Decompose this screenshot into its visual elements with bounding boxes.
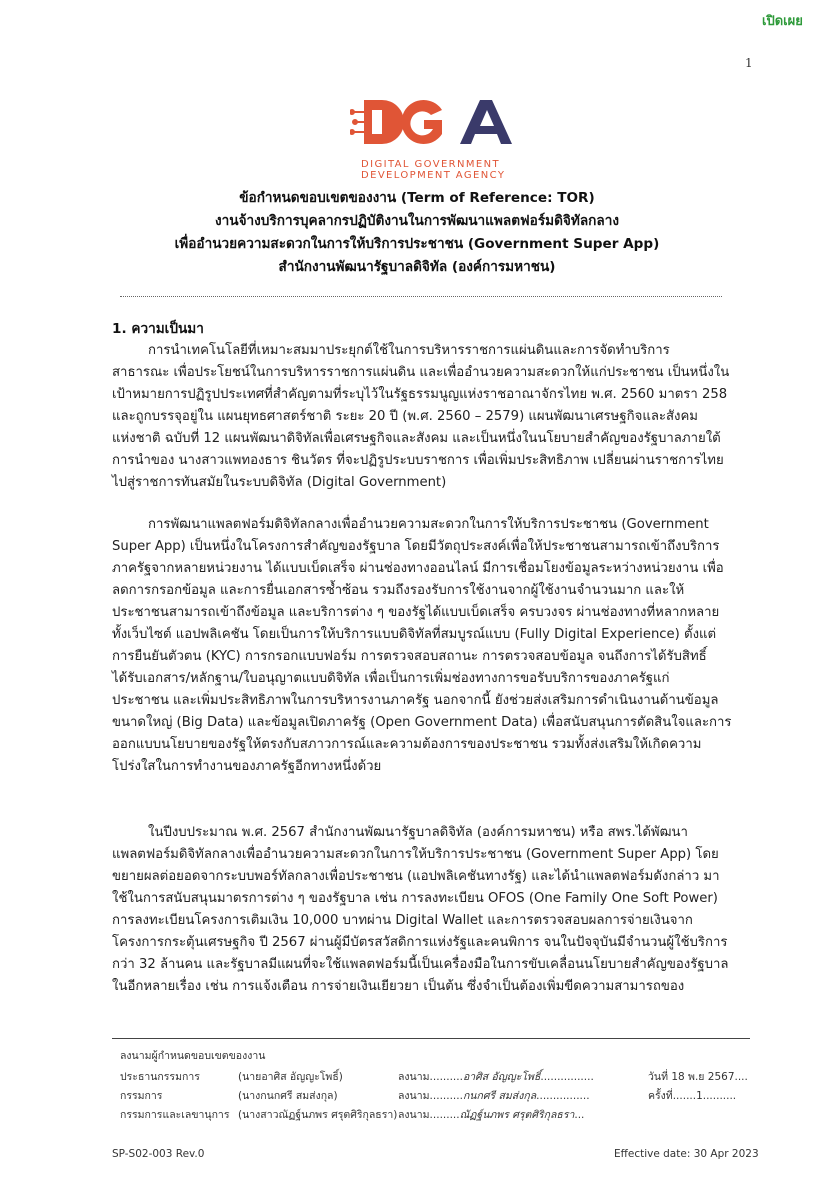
paragraph-line: การพัฒนาแพลตฟอร์มดิจิทัลกลางเพื่ออำนวยความสะดวกในการให้บริการประชาชน (Government	[148, 517, 709, 532]
logo-text	[361, 159, 505, 181]
signature-line: ลงนาม..........กนกศรี สมส่งกุล................	[398, 1090, 590, 1102]
paragraph-line: ในอีกหลายเรื่อง เช่น การแจ้งเตือน การจ่ายเงินเยียวยา เป็นต้น ซึ่งจำเป็นต้องเพิ่มขีดความสามารถของ	[112, 979, 685, 994]
logo-line-1: DIGITAL GOVERNMENT	[361, 159, 501, 170]
effective-date: Effective date: 30 Apr 2023	[614, 1148, 759, 1160]
paragraph-line: การยืนยันตัวตน (KYC) การกรอกแบบฟอร์ม การตรวจสอบสถานะ การตรวจสอบข้อมูล จนถึงการได้รับสิทธิ์	[112, 649, 707, 664]
paragraph-1	[112, 340, 754, 494]
paragraph-line: และถูกบรรจุอยู่ใน แผนยุทธศาสตร์ชาติ ระยะ 20 ปี (พ.ศ. 2560 – 2579) แผนพัฒนาเศรษฐกิจและสังคม	[112, 409, 698, 424]
footer-divider	[112, 1038, 750, 1039]
logo-line-2: DEVELOPMENT AGENCY	[361, 170, 506, 181]
paragraph-line: แพลตฟอร์มดิจิทัลกลางเพื่ออำนวยความสะดวกในการให้บริการประชาชน (Government Super App) โดย	[112, 847, 719, 862]
paragraph-line: แห่งชาติ ฉบับที่ 12 แผนพัฒนาดิจิทัลเพื่อเศรษฐกิจและสังคม และเป็นหนึ่งในนโยบายสำคัญของรัฐบาลภายใต้	[112, 431, 721, 446]
paragraph-line: ประชาชนสามารถเข้าถึงข้อมูล และบริการต่าง ๆ ของรัฐได้แบบเบ็ดเสร็จ ครบวงจร ผ่านช่องทางที่หลากหลาย	[112, 605, 720, 620]
signature-name: กนกศรี สมส่งกุล	[462, 1090, 537, 1102]
sign-date: วันที่ 18 พ.ย 2567....	[648, 1071, 748, 1083]
signer-role: กรรมการ	[120, 1090, 163, 1102]
paragraph-line: ขนาดใหญ่ (Big Data) และข้อมูลเปิดภาครัฐ (Open Government Data) เพื่อสนับสนุนการตัดสินใจและการ	[112, 715, 732, 730]
paragraph-line: การนำของ นางสาวแพทองธาร ชินวัตร ที่จะปฏิรูประบบราชการ เพื่อเพิ่มประสิทธิภาพ เปลี่ยนผ่านราชการไทย	[112, 453, 724, 468]
paragraph-2	[112, 514, 754, 778]
paragraph-line: ในปีงบประมาณ พ.ศ. 2567 สำนักงานพัฒนารัฐบาลดิจิทัล (องค์การมหาชน) หรือ สพร.ได้พัฒนา	[148, 825, 688, 840]
title-line: ข้อกำหนดขอบเขตของงาน (Term of Reference: TOR)	[239, 190, 595, 206]
meeting-number: ครั้งที่.......1..........	[648, 1090, 737, 1102]
signer-role: ประธานกรรมการ	[120, 1071, 200, 1083]
signature-name: อาศิส อัญญะโพธิ์	[462, 1071, 541, 1083]
paragraph-line: ภาครัฐจากหลายหน่วยงาน ได้แบบเบ็ดเสร็จ ผ่านช่องทางออนไลน์ มีการเชื่อมโยงข้อมูลระหว่างหน่วยงาน เพื่อ	[112, 561, 724, 576]
paragraph-line: เป้าหมายการปฏิรูปประเทศที่สำคัญตามที่ระบุไว้ในรัฐธรรมนูญแห่งราชอาณาจักรไทย พ.ศ. 2560 มาตรา 258	[112, 387, 728, 402]
paragraph-line: ใช้ในการสนับสนุนมาตรการต่าง ๆ ของรัฐบาล เช่น การลงทะเบียน OFOS (One Family One Soft Power)	[112, 891, 718, 906]
paragraph-3	[112, 822, 754, 998]
paragraph-line: การนำเทคโนโลยีที่เหมาะสมมาประยุกต์ใช้ในการบริหารราชการแผ่นดินและการจัดทำบริการ	[148, 343, 670, 358]
section-heading: 1. ความเป็นมา	[112, 321, 204, 337]
paragraph-line: กว่า 32 ล้านคน และรัฐบาลมีแผนที่จะใช้แพลตฟอร์มนี้เป็นเครื่องมือในการขับเคลื่อนนโยบายสำคัญของรัฐบาล	[112, 957, 729, 972]
paragraph-line: โปร่งใสในการทำงานของภาครัฐอีกทางหนึ่งด้วย	[112, 759, 382, 774]
signature-line: ลงนาม..........อาศิส อัญญะโพธิ์................	[398, 1071, 594, 1083]
paragraph-line: สาธารณะ เพื่อประโยชน์ในการบริหารราชการแผ่นดิน และเพื่ออำนวยความสะดวกให้แก่ประชาชน เป็นหนึ่งใน	[112, 365, 730, 380]
signature-name: ณัฏฐ์นภพร ศรุตศิริกุลธรา	[459, 1109, 575, 1121]
paragraph-line: ได้รับเอกสาร/หลักฐาน/ใบอนุญาตแบบดิจิทัล เพื่อเป็นการเพิ่มช่องทางการขอรับบริการของภาครัฐแก่	[112, 671, 670, 686]
paragraph-line: ทั้งเว็บไซต์ แอปพลิเคชัน โดยเป็นการให้บริการแบบดิจิทัลที่สมบูรณ์แบบ (Fully Digital Experience) ตั้งแต่	[112, 627, 717, 642]
signature-heading: ลงนามผู้กำหนดขอบเขตของงาน	[120, 1050, 266, 1062]
document-titles	[0, 187, 834, 279]
signature-line: ลงนาม.........ณัฏฐ์นภพร ศรุตศิริกุลธรา...	[398, 1109, 585, 1121]
paragraph-line: ลดการกรอกข้อมูล และการยื่นเอกสารซ้ำซ้อน รวมถึงรองรับการใช้งานจากผู้ใช้งานจำนวนมาก และให้	[112, 583, 685, 598]
title-line: งานจ้างบริการบุคลากรปฏิบัติงานในการพัฒนาแพลตฟอร์มดิจิทัลกลาง	[215, 213, 619, 229]
paragraph-line: Super App) เป็นหนึ่งในโครงการสำคัญของรัฐบาล โดยมีวัตถุประสงค์เพื่อให้ประชาชนสามารถเข้าถึงบริการ	[112, 539, 720, 554]
classification-label: เปิดเผย	[762, 14, 803, 29]
signer-name: (นายอาศิส อัญญะโพธิ์)	[238, 1071, 343, 1083]
signer-name: (นางสาวณัฏฐ์นภพร ศรุตศิริกุลธรา)	[238, 1109, 398, 1121]
signer-name: (นางกนกศรี สมส่งกุล)	[238, 1090, 338, 1102]
paragraph-line: ประชาชน และเพิ่มประสิทธิภาพในการบริหารงานภาครัฐ นอกจากนี้ ยังช่วยส่งเสริมการดำเนินงานด้านข้อมูล	[112, 693, 719, 708]
paragraph-line: การลงทะเบียนโครงการเติมเงิน 10,000 บาทผ่าน Digital Wallet และการตรวจสอบผลการจ่ายเงินจาก	[112, 913, 693, 928]
paragraph-line: โครงการกระตุ้นเศรษฐกิจ ปี 2567 ผ่านผู้มีบัตรสวัสดิการแห่งรัฐและคนพิการ จนในปัจจุบันมีจำนวนผู้ใช้บริการ	[112, 935, 728, 950]
paragraph-line: ไปสู่ราชการทันสมัยในระบบดิจิทัล (Digital Government)	[112, 475, 447, 490]
paragraph-line: ออกแบบนโยบายของรัฐให้ตรงกับสภาวการณ์และความต้องการของประชาชน รวมทั้งส่งเสริมให้เกิดความ	[112, 737, 702, 752]
page-number: 1	[745, 56, 753, 70]
title-divider	[120, 296, 722, 297]
title-line: สำนักงานพัฒนารัฐบาลดิจิทัล (องค์การมหาชน)	[278, 259, 556, 275]
signer-role: กรรมการและเลขานุการ	[120, 1109, 230, 1121]
title-line: เพื่ออำนวยความสะดวกในการให้บริการประชาชน (Government Super App)	[174, 236, 660, 252]
paragraph-line: ขยายผลต่อยอดจากระบบพอร์ทัลกลางเพื่อประชาชน (แอปพลิเคชันทางรัฐ) และได้นำแพลตฟอร์มดังกล่าว มา	[112, 869, 720, 884]
document-code: SP-S02-003 Rev.0	[112, 1148, 205, 1160]
